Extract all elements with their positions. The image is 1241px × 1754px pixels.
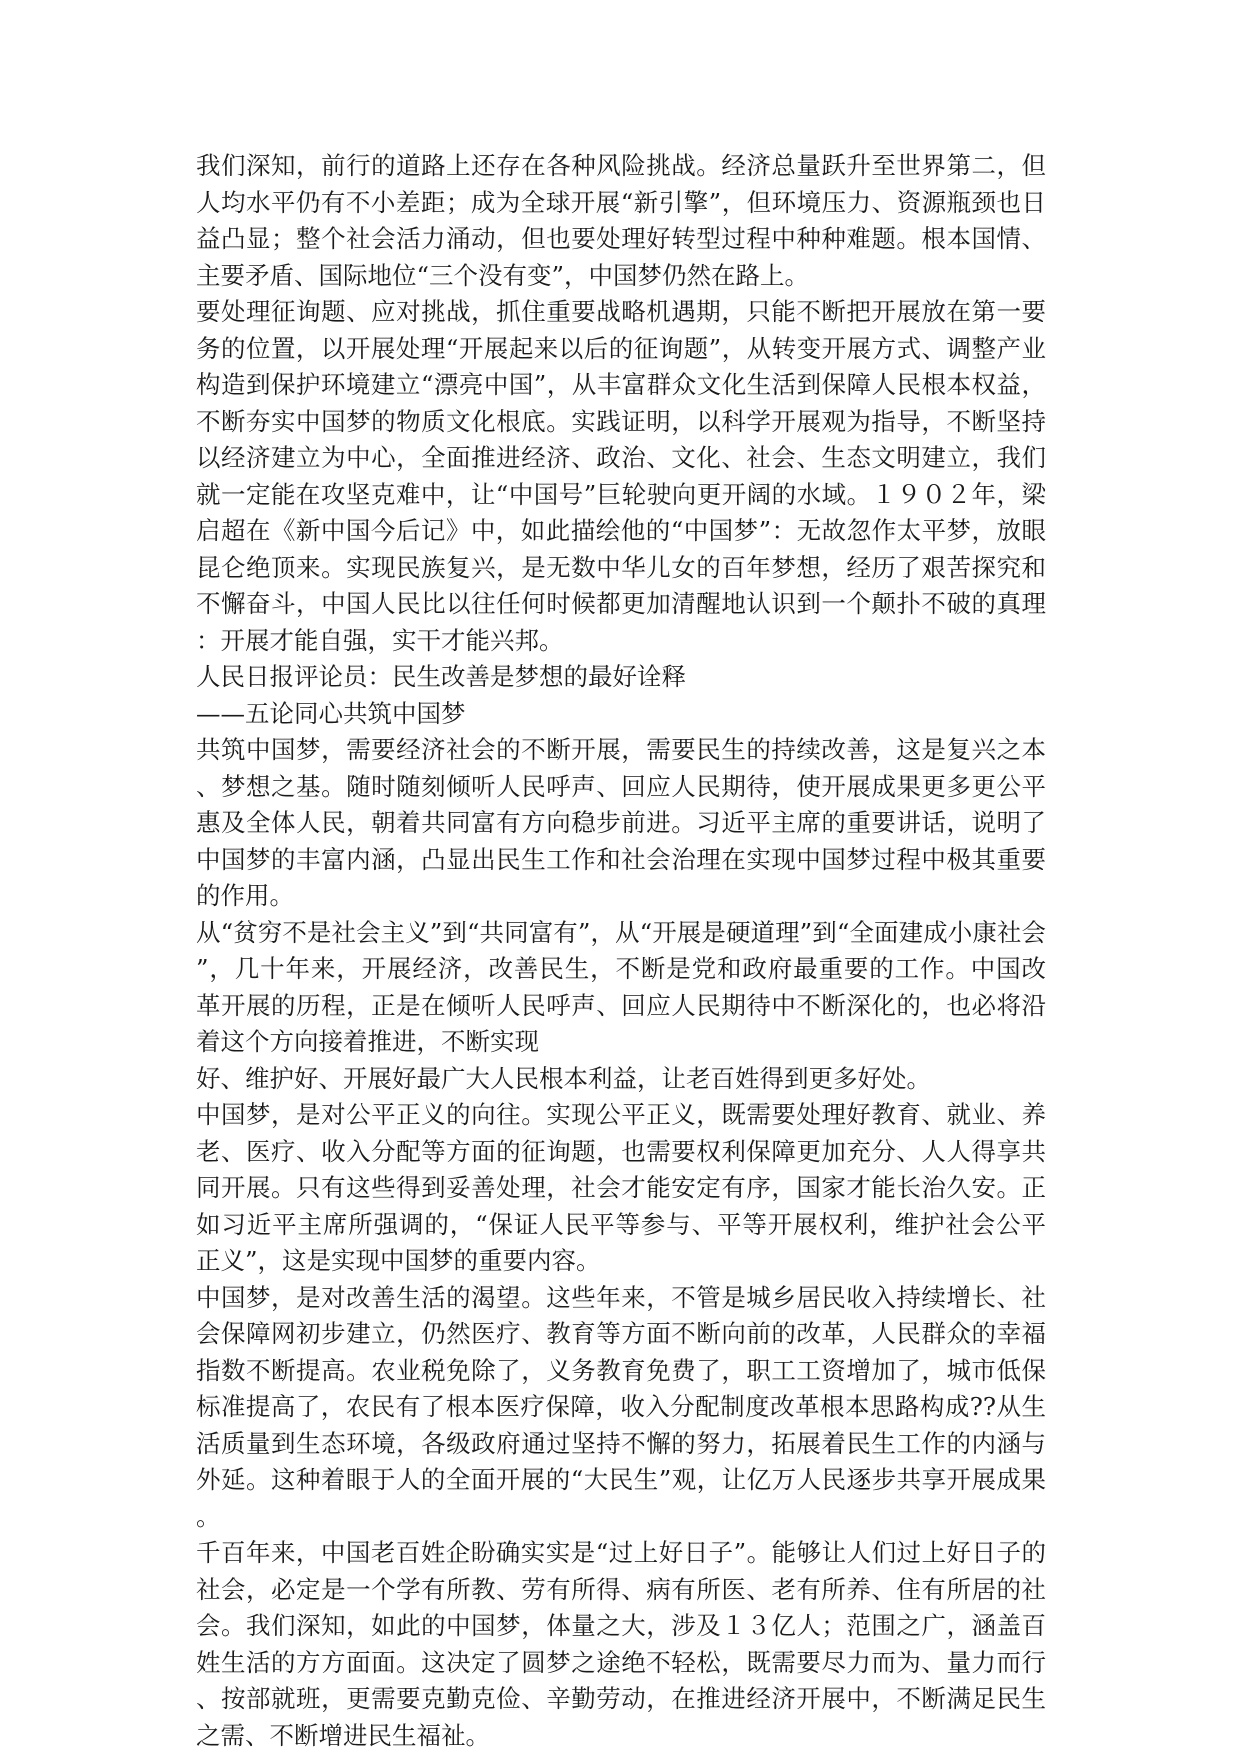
text-line: 构造到保护环境建立“漂亮中国”，从丰富群众文化生活到保障人民根本权益， xyxy=(196,370,1046,399)
text-line: 以经济建立为中心，全面推进经济、政治、文化、社会、生态文明建立，我们 xyxy=(196,443,1046,472)
text-line: 启超在《新中国今后记》中，如此描绘他的“中国梦”：无故忽作太平梦，放眼 xyxy=(196,516,1046,545)
text-line: 、按部就班，更需要克勤克俭、辛勤劳动，在推进经济开展中，不断满足民生 xyxy=(196,1684,1046,1713)
text-line: 要处理征询题、应对挑战，抓住重要战略机遇期，只能不断把开展放在第一要 xyxy=(196,297,1046,326)
text-line: 惠及全体人民，朝着共同富有方向稳步前进。习近平主席的重要讲话，说明了 xyxy=(196,808,1046,837)
text-line: 昆仑绝顶来。实现民族复兴，是无数中华儿女的百年梦想，经历了艰苦探究和 xyxy=(196,552,1046,582)
text-line: 外延。这种着眼于人的全面开展的“大民生”观，让亿万人民逐步共享开展成果 xyxy=(196,1465,1046,1494)
text-line: 主要矛盾、国际地位“三个没有变”，中国梦仍然在路上。 xyxy=(196,260,810,290)
text-line: 正义”，这是实现中国梦的重要内容。 xyxy=(196,1246,601,1275)
text-line: 就一定能在攻坚克难中，让“中国号”巨轮驶向更开阔的水域。１９０２年，梁 xyxy=(196,479,1046,509)
text-line: 好、维护好、开展好最广大人民根本利益，让老百姓得到更多好处。 xyxy=(196,1063,931,1093)
text-line: 千百年来，中国老百姓企盼确实实是“过上好日子”。能够让人们过上好日子的 xyxy=(196,1538,1046,1567)
text-line: 同开展。只有这些得到妥善处理，社会才能安定有序，国家才能长治久安。正 xyxy=(196,1173,1046,1202)
text-line: 我们深知，前行的道路上还存在各种风险挑战。经济总量跃升至世界第二，但 xyxy=(196,151,1046,180)
text-line: 老、医疗、收入分配等方面的征询题，也需要权利保障更加充分、人人得享共 xyxy=(196,1136,1046,1166)
text-line: 标准提高了，农民有了根本医疗保障，收入分配制度改革根本思路构成??从生 xyxy=(196,1392,1046,1421)
text-line: ——五论同心共筑中国梦 xyxy=(196,698,466,728)
text-line: 共筑中国梦，需要经济社会的不断开展，需要民生的持续改善，这是复兴之本 xyxy=(196,735,1046,764)
text-line: 益凸显；整个社会活力涌动，但也要处理好转型过程中种种难题。根本国情、 xyxy=(196,224,1046,253)
text-line: 会保障网初步建立，仍然医疗、教育等方面不断向前的改革，人民群众的幸福 xyxy=(196,1319,1046,1348)
text-line: 指数不断提高。农业税免除了，义务教育免费了，职工工资增加了，城市低保 xyxy=(196,1355,1046,1385)
text-line: ”，几十年来，开展经济，改善民生，不断是党和政府最重要的工作。中国改 xyxy=(196,954,1046,983)
text-line: 。 xyxy=(196,1501,221,1531)
text-line: 姓生活的方方面面。这决定了圆梦之途绝不轻松，既需要尽力而为、量力而行 xyxy=(196,1647,1046,1677)
text-line: ：开展才能自强，实干才能兴邦。 xyxy=(196,625,564,655)
text-line: 革开展的历程，正是在倾听人民呼声、回应人民期待中不断深化的，也必将沿 xyxy=(196,990,1046,1020)
text-line: 中国梦，是对改善生活的渴望。这些年来，不管是城乡居民收入持续增长、社 xyxy=(196,1282,1046,1312)
text-line: 中国梦，是对公平正义的向往。实现公平正义，既需要处理好教育、就业、养 xyxy=(196,1100,1046,1129)
text-line: 社会，必定是一个学有所教、劳有所得、病有所医、老有所养、住有所居的社 xyxy=(196,1574,1046,1604)
text-line: 、梦想之基。随时随刻倾听人民呼声、回应人民期待，使开展成果更多更公平 xyxy=(196,771,1046,801)
document-body xyxy=(196,148,1046,1754)
text-line: 务的位置，以开展处理“开展起来以后的征询题”，从转变开展方式、调整产业 xyxy=(196,333,1046,363)
text-line: 中国梦的丰富内涵，凸显出民生工作和社会治理在实现中国梦过程中极其重要 xyxy=(196,844,1046,874)
text-line: 不断夯实中国梦的物质文化根底。实践证明，以科学开展观为指导，不断坚持 xyxy=(196,406,1046,436)
text-line: 不懈奋斗，中国人民比以往任何时候都更加清醒地认识到一个颠扑不破的真理 xyxy=(196,589,1046,618)
text-line: 人民日报评论员：民生改善是梦想的最好诠释 xyxy=(196,662,686,691)
text-line: 人均水平仍有不小差距；成为全球开展“新引擎”，但环境压力、资源瓶颈也日 xyxy=(196,187,1046,217)
text-line: 如习近平主席所强调的，“保证人民平等参与、平等开展权利，维护社会公平 xyxy=(196,1209,1046,1239)
text-line: 活质量到生态环境，各级政府通过坚持不懈的努力，拓展着民生工作的内涵与 xyxy=(196,1428,1046,1458)
text-line: 从“贫穷不是社会主义”到“共同富有”，从“开展是硬道理”到“全面建成小康社会 xyxy=(196,917,1046,947)
text-line: 着这个方向接着推进，不断实现 xyxy=(196,1027,539,1056)
text-line: 之需、不断增进民生福祉。 xyxy=(196,1720,490,1750)
text-line: 的作用。 xyxy=(196,881,294,910)
text-line: 会。我们深知，如此的中国梦，体量之大，涉及１３亿人；范围之广，涵盖百 xyxy=(196,1611,1046,1640)
